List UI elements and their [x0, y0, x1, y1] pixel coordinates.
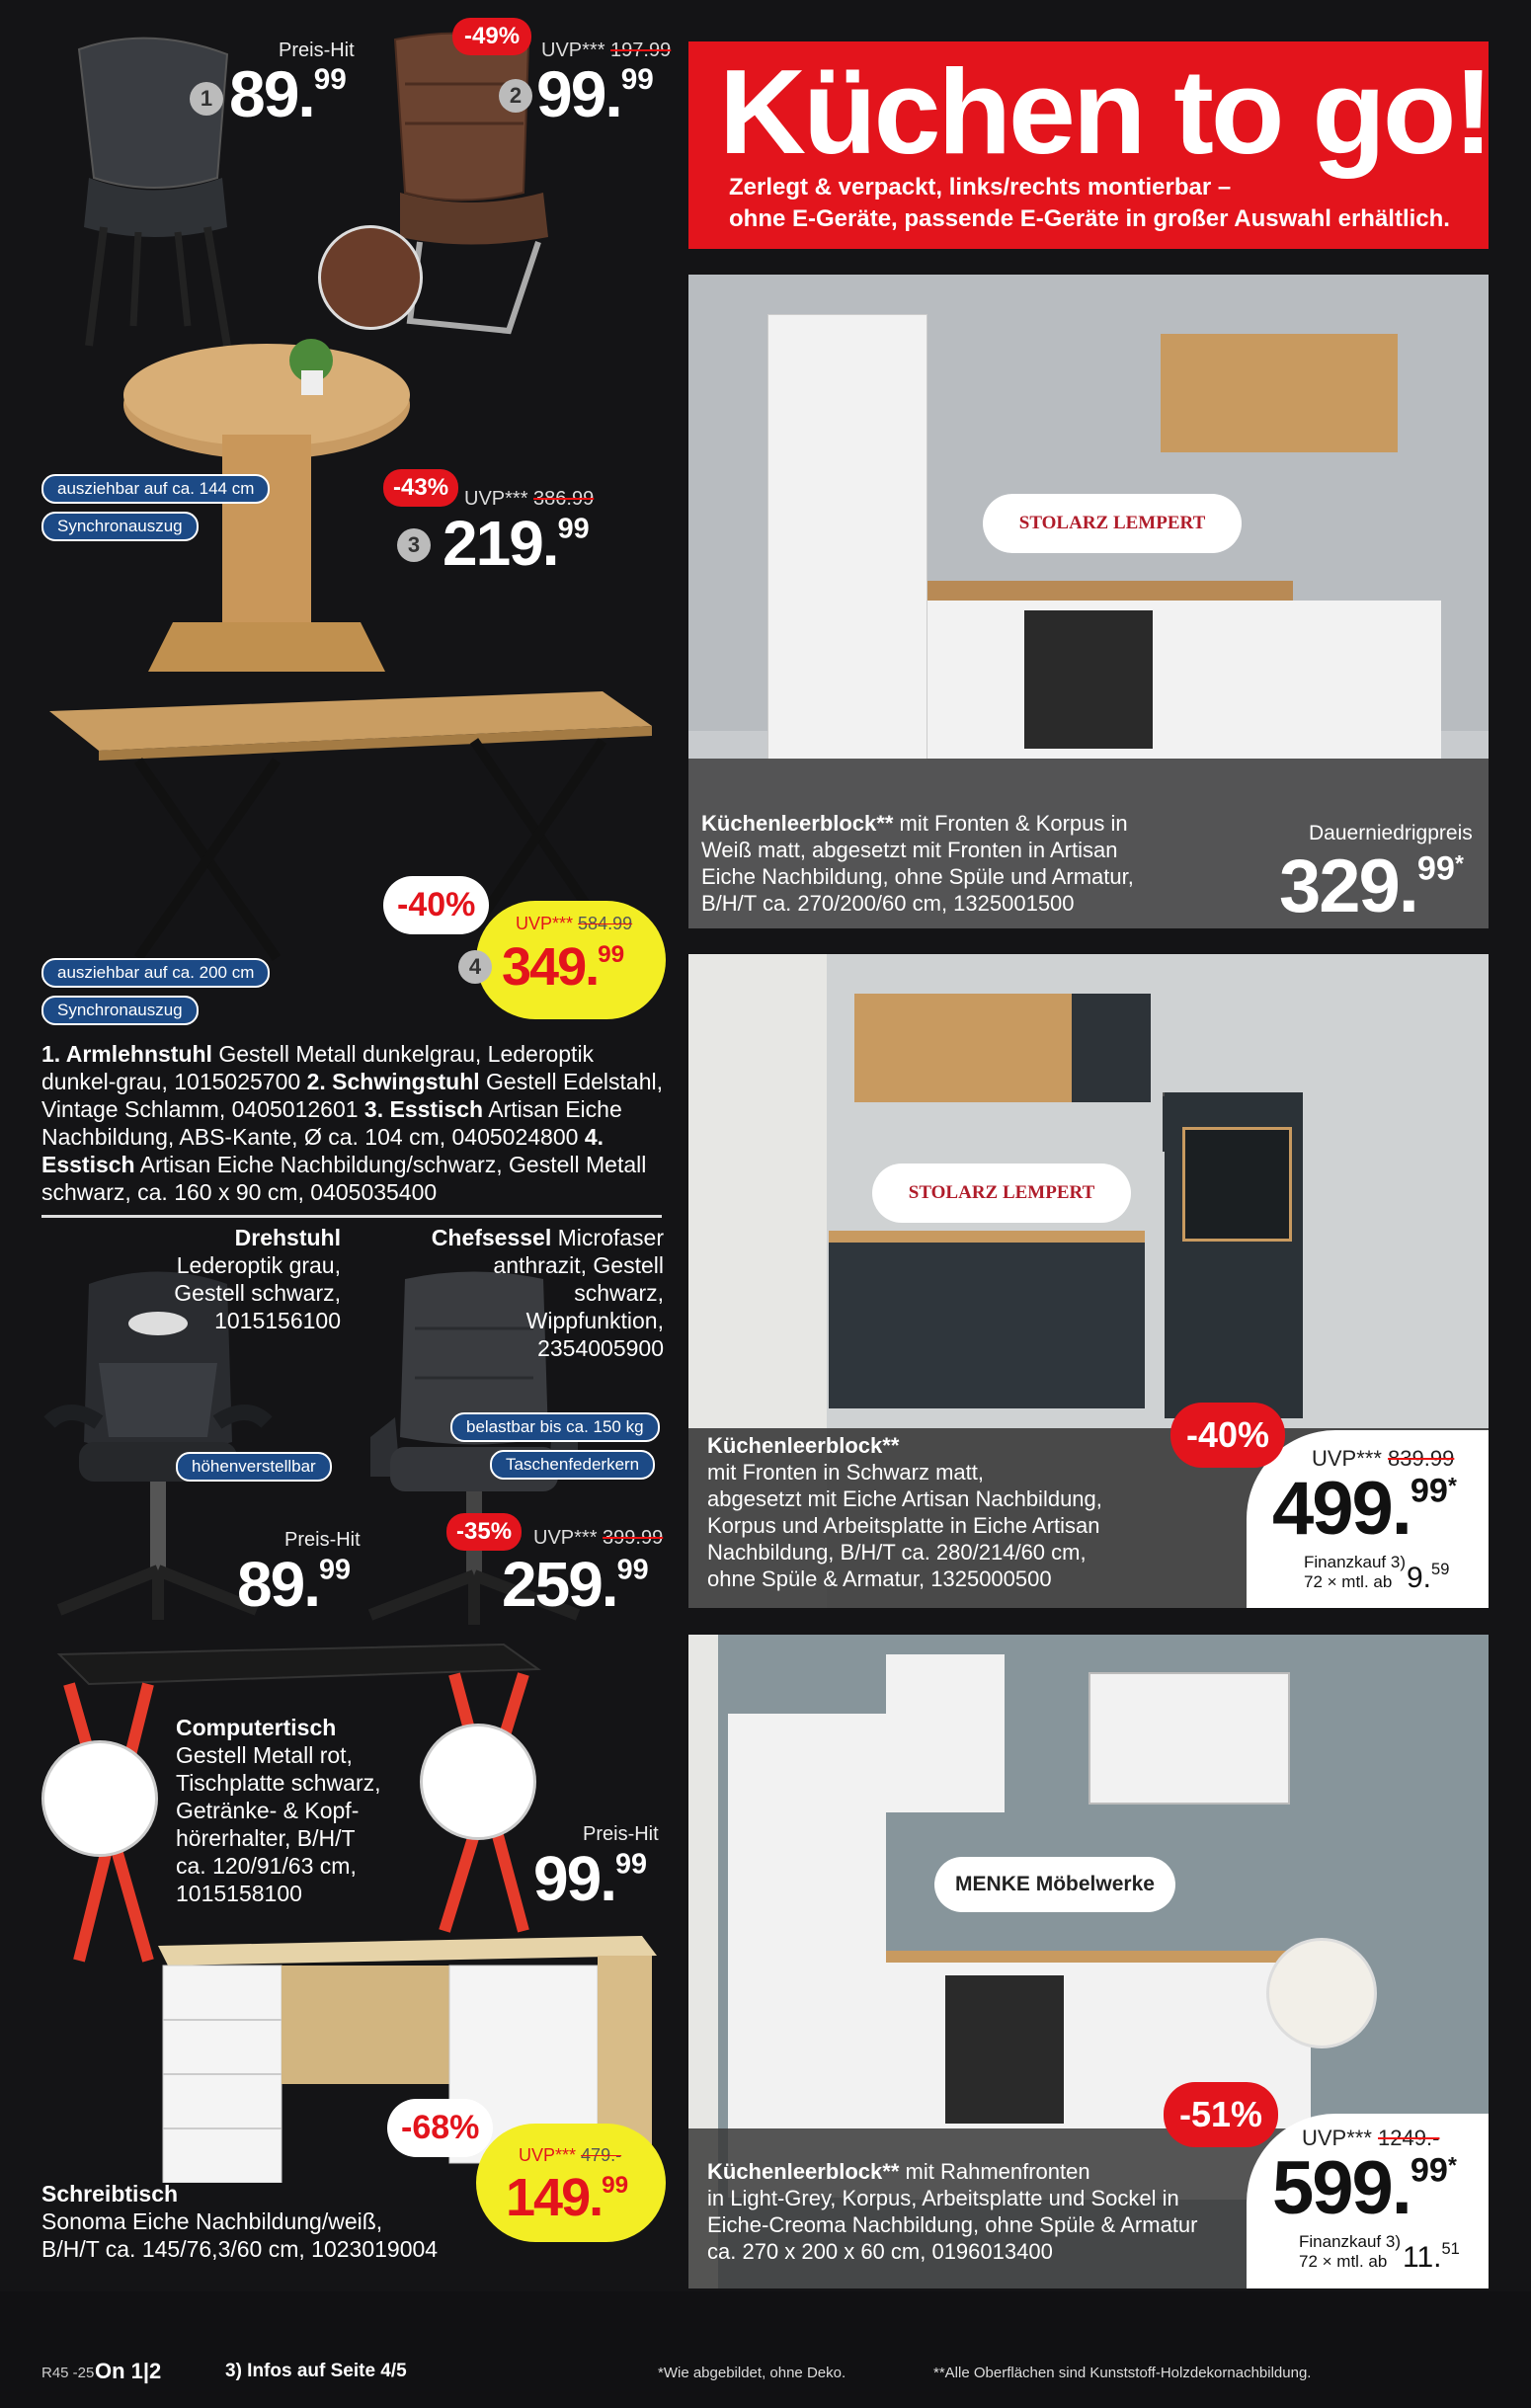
price-item-4: 349.99: [502, 937, 625, 997]
drehstuhl-price: 89.99: [237, 1549, 351, 1620]
drehstuhl-line-2: Gestell schwarz,: [174, 1280, 341, 1306]
footer-infos: 3) Infos auf Seite 4/5: [225, 2361, 407, 2381]
schreibtisch-title: Schreibtisch: [41, 2181, 179, 2207]
kitchen-2-description: Küchenleerblock** mit Fronten in Schwarz matt, abgesetzt mit Eiche Artisan Nachbildung, Korpus und Arbeitsplatte in Eiche Artisan Nachbildung, B/H/T ca. 280/214/60 cm, ohne Spüle & Armatur, 1325000500: [707, 1433, 1102, 1591]
price-item-3: 219.99: [443, 508, 590, 579]
feature-pill-extendable-200: ausziehbar auf ca. 200 cm: [41, 958, 270, 988]
uvp-schreibtisch: UVP*** 479.-: [519, 2145, 622, 2165]
kitchen-2-finance-price: 9.59: [1407, 1561, 1450, 1595]
chefsessel-line-3: schwarz,: [574, 1280, 664, 1306]
feature-pill-height-adjustable: höhenverstellbar: [176, 1452, 332, 1482]
feature-pill-load-150: belastbar bis ca. 150 kg: [450, 1412, 660, 1442]
kitchen-2-finance-2: 72 × mtl. ab: [1304, 1572, 1393, 1591]
uvp-kitchen-2: UVP*** 839.99: [1312, 1446, 1455, 1471]
chefsessel-line-5: 2354005900: [537, 1335, 664, 1361]
footer-page: On 1|2: [95, 2359, 162, 2383]
feature-pill-synchron-2: Synchronauszug: [41, 996, 199, 1025]
discount-badge-item-4: -40%: [383, 876, 489, 934]
dining-description: 1. Armlehnstuhl Gestell Metall dunkelgrau, Lederoptik dunkel-grau, 1015025700 2. Schwingstuhl Gestell Edelstahl, Vintage Schlamm, 0405012601 3. Esstisch Artisan Eiche Nachbildung, ABS-Kante, Ø ca. 104 cm, 0405024800 4. Esstisch Artisan Eiche Nachbildung/schwarz, Gestell Metall schwarz, ca. 160 x 90 cm, 0405035400: [41, 1041, 664, 1205]
feature-pill-synchron-1: Synchronauszug: [41, 512, 199, 541]
kitchen-2-finance-1: Finanzkauf 3): [1304, 1553, 1406, 1571]
detail-circle-leather: [318, 225, 423, 330]
kitchen-1-price-label: Dauerniedrigpreis: [1309, 822, 1473, 844]
header-title: Küchen to go!: [719, 44, 1491, 179]
uvp-item-4: UVP*** 584.99: [516, 914, 633, 933]
kitchen-3-finance-1: Finanzkauf 3): [1299, 2232, 1401, 2251]
kitchen-3-price: 599.$^{99*}$: [1272, 2146, 1455, 2230]
item-number-2: 2: [499, 79, 532, 113]
computertisch-price-label: Preis-Hit: [583, 1823, 659, 1845]
computertisch-line-2: Tischplatte schwarz,: [176, 1770, 381, 1796]
kitchen-3-finance-2: 72 × mtl. ab: [1299, 2252, 1388, 2271]
feature-pill-pocket-spring: Taschenfederkern: [490, 1450, 655, 1480]
discount-badge-chefsessel: -35%: [446, 1513, 522, 1551]
discount-badge-schreibtisch: -68%: [387, 2099, 493, 2157]
computertisch-line-4: hörerhalter, B/H/T: [176, 1825, 356, 1851]
footer-note-2: **Alle Oberflächen sind Kunststoff-Holzdekornachbildung.: [933, 2365, 1312, 2381]
chefsessel-line-1: Chefsessel Microfaser: [431, 1225, 664, 1250]
schreibtisch-line-1: Sonoma Eiche Nachbildung/weiß,: [41, 2208, 383, 2234]
discount-badge-item-3: -43%: [383, 469, 458, 507]
schreibtisch-line-2: B/H/T ca. 145/76,3/60 cm, 1023019004: [41, 2236, 439, 2262]
detail-circle-cup-holder: [420, 1724, 536, 1840]
detail-circle-kitchen-3: [1266, 1938, 1377, 2048]
item-number-4: 4: [458, 950, 492, 984]
discount-badge-item-2: -49%: [452, 18, 531, 55]
uvp-item-2: UVP*** 197.99: [541, 40, 672, 61]
computertisch-price: 99.99: [533, 1843, 647, 1914]
header-subtitle-2: ohne E-Geräte, passende E-Geräte in großer Auswahl erhältlich.: [729, 205, 1450, 232]
footer-code: R45 -25: [41, 2365, 95, 2381]
computertisch-line-3: Getränke- & Kopf-: [176, 1798, 360, 1823]
discount-badge-kitchen-3: -51%: [1164, 2082, 1278, 2147]
header-subtitle-1: Zerlegt & verpackt, links/rechts montierbar –: [729, 174, 1232, 201]
drehstuhl-line-3: 1015156100: [214, 1308, 341, 1333]
chefsessel-price: 259.99: [502, 1549, 649, 1620]
drehstuhl-title: Drehstuhl: [234, 1225, 341, 1250]
price-hit-label: Preis-Hit: [279, 40, 355, 61]
computertisch-line-6: 1015158100: [176, 1881, 302, 1906]
footer-note-1: *Wie abgebildet, ohne Deko.: [658, 2365, 846, 2381]
brand-logo-menke: MENKE Möbelwerke: [934, 1857, 1175, 1912]
brand-logo-stolarz-2: STOLARZ LEMPERT: [872, 1164, 1131, 1223]
kitchen-1-price: 329.$^{99*}$: [1279, 844, 1462, 928]
computertisch-title: Computertisch: [176, 1715, 337, 1740]
chefsessel-line-2: anthrazit, Gestell: [493, 1252, 664, 1278]
kitchen-1-description: Küchenleerblock** mit Fronten & Korpus in Weiß matt, abgesetzt mit Fronten in Artisan Eiche Nachbildung, ohne Spüle und Armatur, B/H/T ca. 270/200/60 cm, 1325001500: [701, 811, 1134, 916]
chefsessel-line-4: Wippfunktion,: [525, 1308, 664, 1333]
kitchen-2-price: 499.$^{99*}$: [1272, 1467, 1455, 1551]
footer-bar: [0, 2291, 1531, 2408]
uvp-chefsessel: UVP*** 399.99: [533, 1527, 664, 1549]
kitchen-3-finance-price: 11.51: [1403, 2240, 1460, 2275]
drehstuhl-line-1: Lederoptik grau,: [176, 1252, 341, 1278]
feature-pill-extendable-144: ausziehbar auf ca. 144 cm: [41, 474, 270, 504]
section-divider: [41, 1215, 662, 1218]
item-number-3: 3: [397, 528, 431, 562]
price-item-2: 99.99: [536, 57, 654, 130]
computertisch-line-5: ca. 120/91/63 cm,: [176, 1853, 357, 1879]
detail-circle-headphone-holder: [41, 1740, 158, 1857]
uvp-kitchen-3: UVP*** 1249.-: [1302, 2126, 1440, 2150]
computertisch-line-1: Gestell Metall rot,: [176, 1742, 353, 1768]
armlehnstuhl-image: [59, 30, 247, 356]
uvp-item-3: UVP*** 386.99: [464, 488, 595, 510]
kitchen-3-description: Küchenleerblock** mit Rahmenfronten in Light-Grey, Korpus, Arbeitsplatte und Sockel in Eiche-Creoma Nachbildung, ohne Spüle & Armatur ca. 270 x 200 x 60 cm, 0196013400: [707, 2159, 1198, 2264]
drehstuhl-price-label: Preis-Hit: [284, 1529, 361, 1551]
item-number-1: 1: [190, 82, 223, 116]
brand-logo-stolarz-1: STOLARZ LEMPERT: [983, 494, 1242, 553]
price-item-1: 89.99: [229, 57, 347, 130]
discount-badge-kitchen-2: -40%: [1170, 1403, 1285, 1468]
schreibtisch-price: 149.99: [506, 2168, 629, 2227]
